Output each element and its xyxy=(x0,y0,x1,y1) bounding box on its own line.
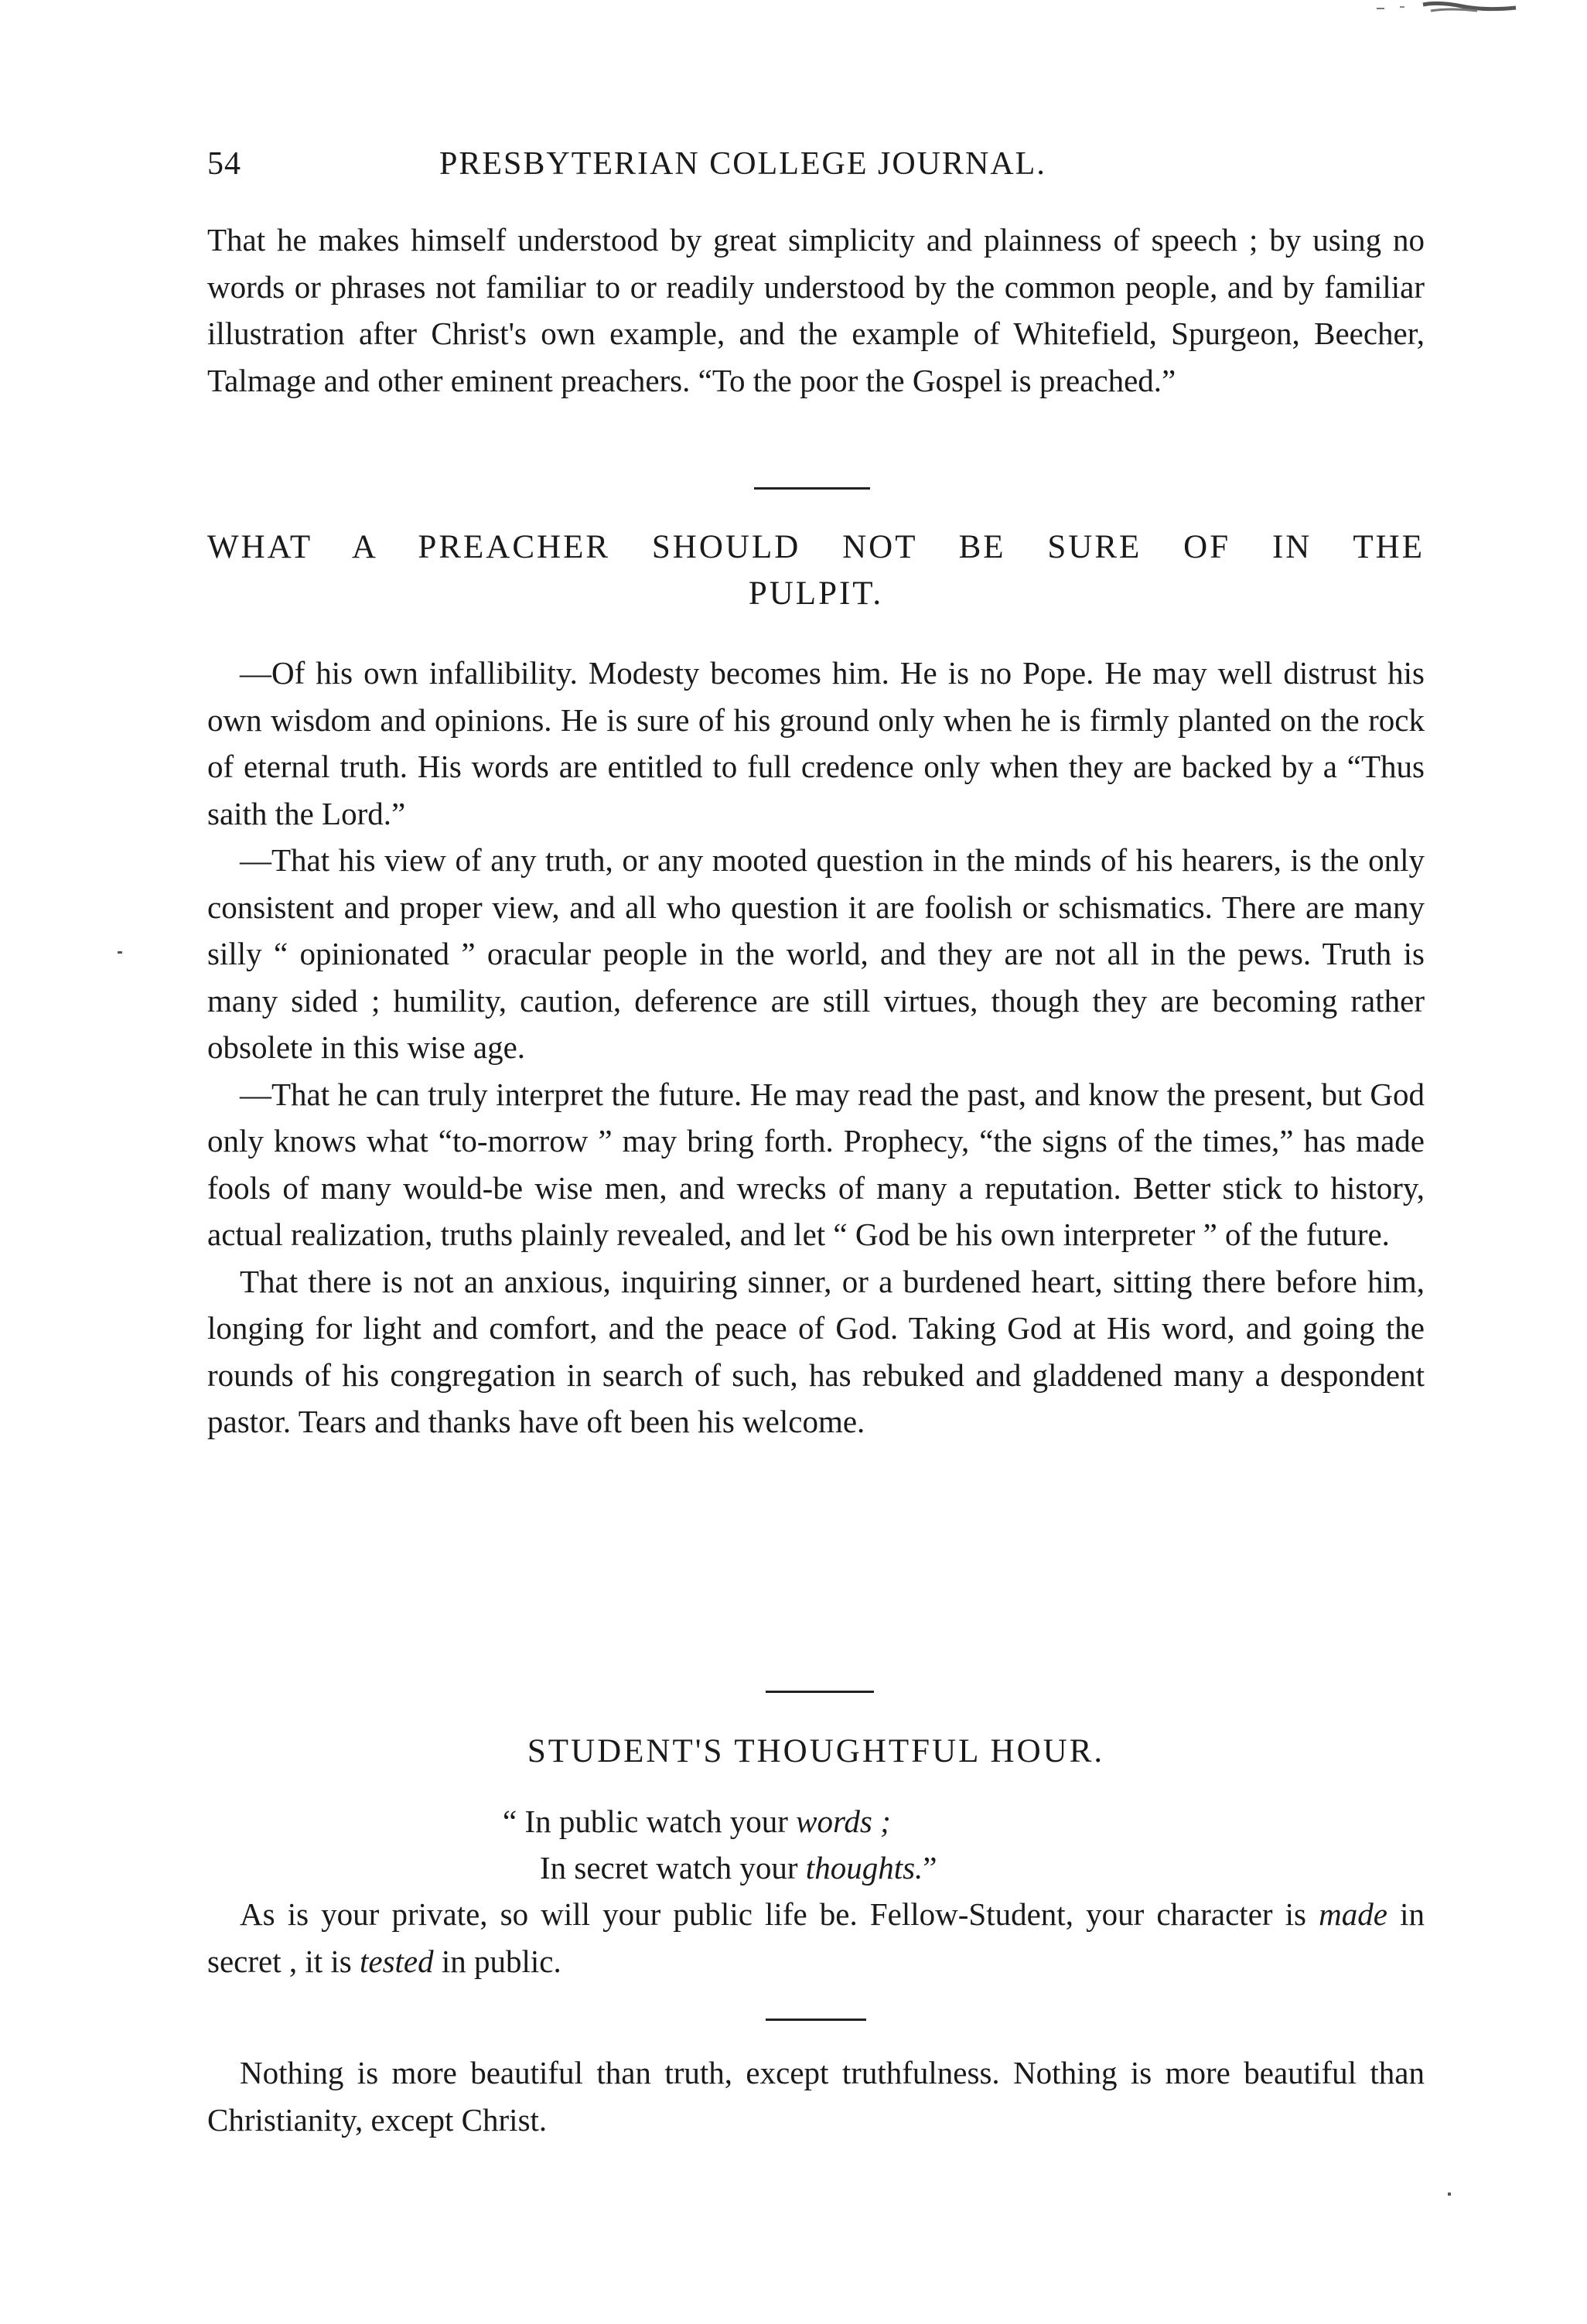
section-heading-line1: WHAT A PREACHER SHOULD NOT BE SURE OF IN THE xyxy=(207,529,1425,565)
emphasis-tested: tested xyxy=(359,1943,434,1979)
poem-line-2-emphasis: thoughts. xyxy=(805,1850,923,1885)
poem-line-1-text: “ In public watch your xyxy=(503,1804,797,1839)
section2-paragraph-1-part2: in secret , it is xyxy=(207,1896,1425,1979)
section2-paragraph-1 xyxy=(207,1891,1425,1984)
margin-speck xyxy=(118,951,122,954)
page-number: 54 xyxy=(207,146,241,182)
section2-heading: STUDENT'S THOUGHTFUL HOUR. xyxy=(527,1733,1105,1769)
section-divider-rule xyxy=(766,1691,874,1693)
section1-paragraph: —Of his own infallibility. Modesty becomes him. He is no Pope. He may well distrust his own wisdom and opinions. He is sure of his ground only when he is firmly planted on the rock of eternal truth. His words are entitled to full credence only when they are backed by a “Thus saith the Lord.” xyxy=(207,655,1425,831)
section1-paragraph: That there is not an anxious, inquiring sinner, or a burdened heart, sitting there before him, longing for light and comfort, and the peace of God. Taking God at His word, and going the rounds of his congregation in search of such, has rebuked and gladdened many a despondent pastor. Tears and thanks have oft been his welcome. xyxy=(207,1263,1425,1439)
margin-speck xyxy=(1448,2193,1451,2196)
section2-paragraph-1-part1: As is your private, so will your public life be. Fellow-Student, your character is xyxy=(240,1896,1319,1932)
section2-body xyxy=(207,1891,1425,1984)
section-divider-rule xyxy=(766,2019,866,2021)
intro-paragraph-block xyxy=(207,217,1425,404)
intro-paragraph: That he makes himself understood by great simplicity and plainness of speech ; by using no words or phrases not familiar to or readily understood by the common people, and by familiar illustration after Christ's own example, and the example of Whitefield, Spurgeon, Beecher, Talmage and other eminent preachers. “To the poor the Gospel is preached.” xyxy=(207,222,1425,398)
section-divider-rule xyxy=(754,487,870,490)
poem-line-2 xyxy=(503,1845,937,1891)
closing-paragraph: Nothing is more beautiful than truth, except truthfulness. Nothing is more beautiful than Christianity, except Christ. xyxy=(207,2055,1425,2138)
poem-line-1-emphasis: words ; xyxy=(796,1804,891,1839)
print-smudge-mark xyxy=(1377,0,1531,17)
poem-line-1 xyxy=(503,1798,937,1845)
section1-paragraph: —That his view of any truth, or any mooted question in the minds of his hearers, is the only consistent and proper view, and all who question it are foolish or schismatics. There are many silly “ opinionated ” oracular people in the world, and they are not all in the pews. Truth is many sided ; humility, caution, deference are still virtues, though they are becoming rather obsolete in this wise age. xyxy=(207,842,1425,1065)
running-title: PRESBYTERIAN COLLEGE JOURNAL. xyxy=(439,146,1046,182)
section-heading-line2: PULPIT. xyxy=(748,575,884,612)
poem-line-2-text: In secret watch your xyxy=(540,1850,806,1885)
closing-body xyxy=(207,2049,1425,2143)
page-header xyxy=(207,145,1426,192)
section2-paragraph-1-part3: in public. xyxy=(433,1943,561,1979)
epigraph-poem xyxy=(503,1798,937,1891)
section1-body xyxy=(207,650,1425,1445)
poem-line-2-close-quote: ” xyxy=(923,1850,937,1885)
emphasis-made: made xyxy=(1319,1896,1387,1932)
section1-paragraph: —That he can truly interpret the future. He may read the past, and know the present, but God only knows what “to-morrow ” may bring forth. Prophecy, “the signs of the times,” has made fools of many would-be wise men, and wrecks of many a reputation. Better stick to history, actual realization, truths plainly revealed, and let “ God be his own interpreter ” of the future. xyxy=(207,1076,1425,1252)
